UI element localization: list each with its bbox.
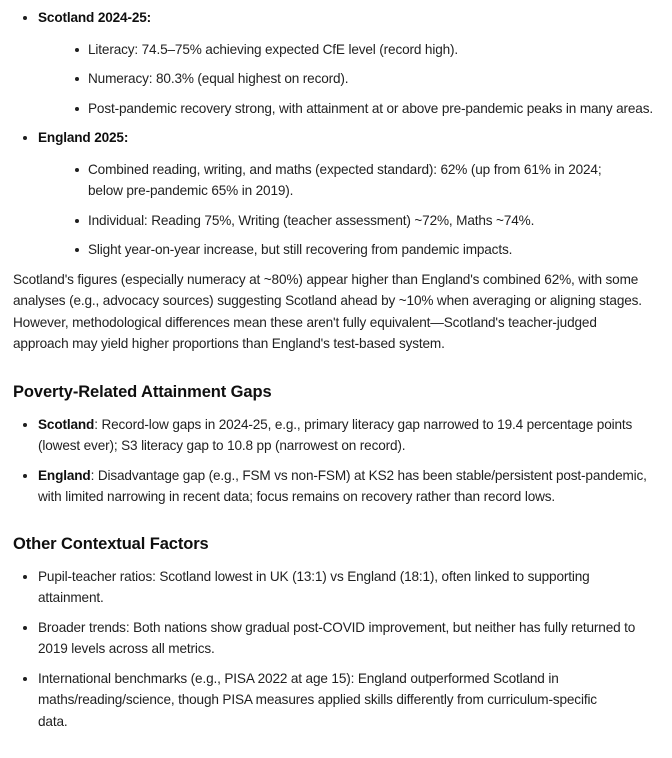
scotland-results-sublist [38,39,653,120]
list-item: Numeracy: 80.3% (equal highest on record). [38,68,653,90]
list-item: Broader trends: Both nations show gradual post-COVID improvement, but neither has fully returned to 2019 levels across all metrics. [13,617,653,660]
results-list [13,0,653,261]
england-gap-text: : Disadvantage gap (e.g., FSM vs non-FSM) at KS2 has been stable/persistent post-pandemic, with limited narrowing in recent data; focus remains on recovery rather than record lows. [38,467,647,504]
list-item-england-results [13,127,653,261]
list-item: Slight year-on-year increase, but still recovering from pandemic impacts. [38,239,653,261]
list-item: Combined reading, writing, and maths (expected standard): 62% (up from 61% in 2024; below pre-pandemic 65% in 2019). [38,159,653,202]
poverty-gaps-list [13,414,653,508]
section-heading-poverty-gaps: Poverty-Related Attainment Gaps [13,382,272,401]
summary-paragraph: Scotland's figures (especially numeracy at ~80%) appear higher than England's combined 62%, with some analyses (e.g., advocacy sources) suggesting Scotland ahead by ~10% when averaging or aligning stages. However, methodological differences mean these aren't fully equivalent—Scotland's teacher-judged approach may yield higher proportions than England's test-based system. [13,271,642,351]
scotland-gap-text: : Record-low gaps in 2024-25, e.g., primary literacy gap narrowed to 19.4 percentage points (lowest ever); S3 literacy gap to 10.8 pp (narrowest on record). [38,416,633,453]
england-results-sublist [38,159,653,261]
list-item: International benchmarks (e.g., PISA 2022 at age 15): England outperformed Scotland in maths/reading/science, though PISA measures applied skills differently from curriculum-specific data. [13,668,653,733]
list-item: Pupil-teacher ratios: Scotland lowest in UK (13:1) vs England (18:1), often linked to supporting attainment. [13,566,653,609]
section-heading-contextual-factors: Other Contextual Factors [13,534,209,553]
list-item: Post-pandemic recovery strong, with attainment at or above pre-pandemic peaks in many areas. [38,98,653,120]
contextual-factors-list [13,566,653,733]
england-label: England [38,467,91,483]
scotland-label: Scotland [38,416,95,432]
list-item-england-gap [13,465,653,508]
scotland-results-heading: Scotland 2024-25: [38,10,152,25]
list-item: Individual: Reading 75%, Writing (teacher assessment) ~72%, Maths ~74%. [38,210,653,232]
list-item-scotland-results [13,7,653,119]
list-item: Literacy: 74.5–75% achieving expected CfE level (record high). [38,39,653,61]
list-item-scotland-gap [13,414,653,457]
england-results-heading: England 2025: [38,130,129,145]
